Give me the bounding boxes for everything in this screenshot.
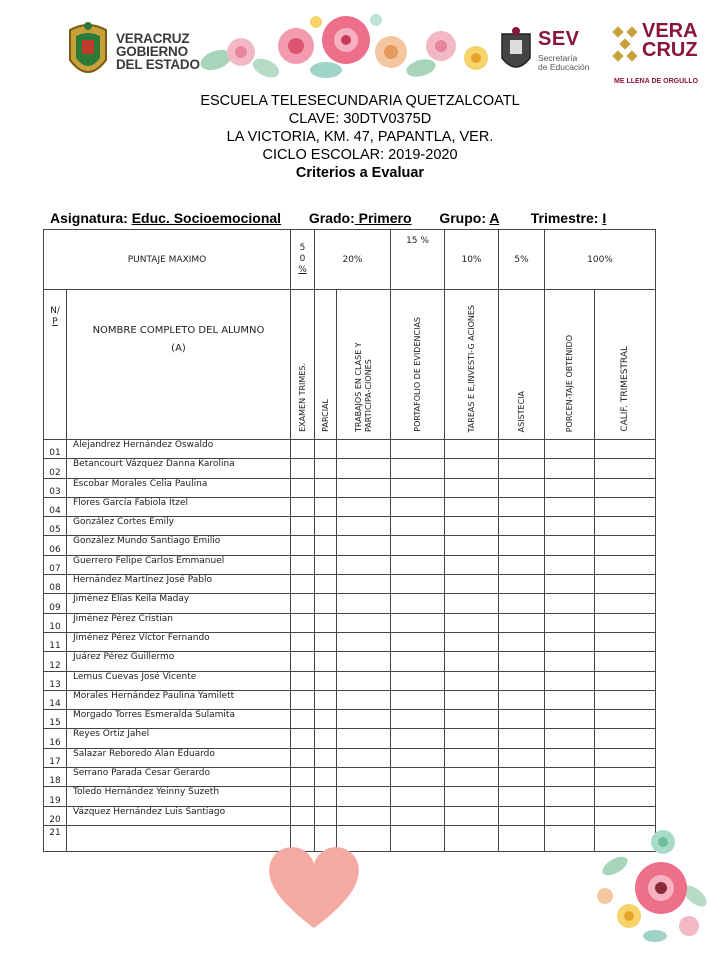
grade-cell[interactable] <box>545 497 595 516</box>
table-row <box>44 806 656 825</box>
grade-cell[interactable] <box>445 459 499 478</box>
grade-cell[interactable] <box>545 594 595 613</box>
grade-cell[interactable] <box>291 729 315 748</box>
sev-subtitle-2: de Educación <box>538 62 590 72</box>
student-name: González Cortes Emily <box>67 517 291 536</box>
table-row <box>44 729 656 748</box>
grade-cell[interactable] <box>445 575 499 594</box>
grade-cell[interactable] <box>499 825 545 851</box>
grade-cell[interactable] <box>315 652 337 671</box>
grade-cell[interactable] <box>391 729 445 748</box>
grade-cell[interactable] <box>545 729 595 748</box>
grade-cell[interactable] <box>499 594 545 613</box>
col-examen-trimes: EXAMEN TRIMES. <box>291 290 315 440</box>
grade-cell[interactable] <box>291 768 315 787</box>
grade-cell[interactable] <box>391 710 445 729</box>
grade-cell[interactable] <box>337 613 391 632</box>
grade-cell[interactable] <box>391 652 445 671</box>
table-row <box>44 555 656 574</box>
grade-cell[interactable] <box>445 613 499 632</box>
grade-cell[interactable] <box>595 729 656 748</box>
document-title: Criterios a Evaluar <box>295 165 425 181</box>
student-name: Jiménez Pérez Víctor Fernando <box>67 632 291 651</box>
grupo-value: A <box>489 210 499 226</box>
sev-title: SEV <box>538 28 580 50</box>
grade-cell[interactable] <box>445 497 499 516</box>
grade-cell[interactable] <box>499 613 545 632</box>
student-name-header: NOMBRE COMPLETO DEL ALUMNO (A) <box>67 290 291 440</box>
col-portafolio: PORTAFOLIO DE EVIDENCIAS <box>391 290 445 440</box>
grade-cell[interactable] <box>291 478 315 497</box>
school-name: ESCUELA TELESECUNDARIA QUETZALCOATL <box>200 93 520 109</box>
student-name: Jiménez Elías Keila Maday <box>67 594 291 613</box>
grade-cell[interactable] <box>545 575 595 594</box>
grade-cell[interactable] <box>391 632 445 651</box>
table-row <box>44 575 656 594</box>
grade-cell[interactable] <box>595 536 656 555</box>
sev-subtitle-1: Secretaría <box>538 53 578 63</box>
student-name: Morgado Torres Esmeralda Sulamita <box>67 710 291 729</box>
row-number: 09 <box>44 594 67 613</box>
row-number: 18 <box>44 768 67 787</box>
grade-cell[interactable] <box>545 459 595 478</box>
grade-cell[interactable] <box>445 710 499 729</box>
table-row <box>44 632 656 651</box>
col-asistencia: ASISTECIA <box>499 290 545 440</box>
grade-cell[interactable] <box>391 748 445 767</box>
grade-cell[interactable] <box>499 748 545 767</box>
table-row <box>44 671 656 690</box>
veracruz-logo-line-3: DEL ESTADO <box>116 57 200 72</box>
student-name: Alejandrez Hernández Oswaldo <box>67 440 291 459</box>
grade-cell[interactable] <box>595 497 656 516</box>
percent-15: 15 % <box>391 230 445 290</box>
grade-cell[interactable] <box>391 671 445 690</box>
sev-shield-icon <box>498 26 534 78</box>
grade-cell[interactable] <box>315 555 337 574</box>
grade-cell[interactable] <box>315 632 337 651</box>
coat-of-arms-icon <box>66 20 110 84</box>
grade-cell[interactable] <box>315 710 337 729</box>
student-name: Serrano Parada Cesar Gerardo <box>67 768 291 787</box>
document-header <box>0 92 720 182</box>
veracruz-pattern-icon <box>612 26 640 70</box>
grade-cell[interactable] <box>291 517 315 536</box>
trimestre-value: I <box>602 210 607 226</box>
grade-cell[interactable] <box>499 517 545 536</box>
grade-cell[interactable] <box>499 555 545 574</box>
grade-cell[interactable] <box>545 787 595 806</box>
row-number: 21 <box>44 825 67 851</box>
grade-cell[interactable] <box>315 536 337 555</box>
grade-cell[interactable] <box>445 652 499 671</box>
table-row <box>44 536 656 555</box>
grade-cell[interactable] <box>545 690 595 709</box>
school-cycle: CICLO ESCOLAR: 2019-2020 <box>262 147 458 163</box>
grade-cell[interactable] <box>291 690 315 709</box>
grade-cell[interactable] <box>337 632 391 651</box>
grade-cell[interactable] <box>499 478 545 497</box>
grade-cell[interactable] <box>499 729 545 748</box>
grade-cell[interactable] <box>337 497 391 516</box>
grade-cell[interactable] <box>291 555 315 574</box>
grade-cell[interactable] <box>391 497 445 516</box>
grade-cell[interactable] <box>315 440 337 459</box>
grade-cell[interactable] <box>499 536 545 555</box>
col-porcentaje: PORCEN-TAJE OBTENIDO <box>545 290 595 440</box>
asignatura-label: Asignatura: <box>50 210 128 226</box>
row-number: 07 <box>44 555 67 574</box>
grade-cell[interactable] <box>445 594 499 613</box>
grade-cell[interactable] <box>445 825 499 851</box>
grade-cell[interactable] <box>291 632 315 651</box>
grade-cell[interactable] <box>445 536 499 555</box>
grade-cell[interactable] <box>499 459 545 478</box>
heart-decoration <box>266 840 362 932</box>
grade-cell[interactable] <box>337 768 391 787</box>
table-row <box>44 768 656 787</box>
row-number: 03 <box>44 478 67 497</box>
grade-cell[interactable] <box>315 613 337 632</box>
veracruz-brand-line-2: CRUZ <box>642 39 698 61</box>
grade-cell[interactable] <box>315 729 337 748</box>
grade-cell[interactable] <box>291 652 315 671</box>
grade-cell[interactable] <box>315 768 337 787</box>
grade-cell[interactable] <box>445 440 499 459</box>
grade-cell[interactable] <box>391 690 445 709</box>
table-row <box>44 613 656 632</box>
percent-5: 5% <box>499 230 545 290</box>
grade-cell[interactable] <box>291 806 315 825</box>
grade-cell[interactable] <box>445 787 499 806</box>
row-number: 05 <box>44 517 67 536</box>
evaluation-table <box>43 229 656 852</box>
grade-cell[interactable] <box>595 555 656 574</box>
asignatura-value: Educ. Socioemocional <box>131 210 282 226</box>
grade-cell[interactable] <box>337 440 391 459</box>
grade-cell[interactable] <box>499 806 545 825</box>
veracruz-logo-line-2: GOBIERNO <box>116 44 188 59</box>
percent-50: 5 0 % <box>291 230 315 290</box>
grade-cell[interactable] <box>595 459 656 478</box>
student-name: Vázquez Hernández Luis Santiago <box>67 806 291 825</box>
grade-cell[interactable] <box>595 710 656 729</box>
student-name: Lemus Cuevas José Vicente <box>67 671 291 690</box>
student-name: Guerrero Felipe Carlos Emmanuel <box>67 555 291 574</box>
grade-cell[interactable] <box>391 459 445 478</box>
grade-cell[interactable] <box>291 536 315 555</box>
row-number: 15 <box>44 710 67 729</box>
veracruz-brand-line-1: VERA <box>642 20 698 42</box>
grade-cell[interactable] <box>499 690 545 709</box>
grade-cell[interactable] <box>391 440 445 459</box>
grade-cell[interactable] <box>595 440 656 459</box>
student-name: Salazar Reboredo Alan Eduardo <box>67 748 291 767</box>
grade-cell[interactable] <box>391 555 445 574</box>
row-number: 16 <box>44 729 67 748</box>
column-header-row <box>44 290 656 440</box>
grupo-label: Grupo: <box>439 210 486 226</box>
percent-10: 10% <box>445 230 499 290</box>
student-name: Morales Hernández Paulina Yamilett <box>67 690 291 709</box>
grade-cell[interactable] <box>391 806 445 825</box>
grade-cell[interactable] <box>595 671 656 690</box>
grade-cell[interactable] <box>545 613 595 632</box>
grade-cell[interactable] <box>595 748 656 767</box>
grade-cell[interactable] <box>445 729 499 748</box>
row-number: 13 <box>44 671 67 690</box>
grade-cell[interactable] <box>337 459 391 478</box>
student-name: Hernández Martínez José Pablo <box>67 575 291 594</box>
grade-cell[interactable] <box>315 575 337 594</box>
grade-cell[interactable] <box>337 690 391 709</box>
grade-cell[interactable] <box>315 806 337 825</box>
grade-cell[interactable] <box>337 710 391 729</box>
col-parcial: PARCIAL <box>315 290 337 440</box>
grade-cell[interactable] <box>499 671 545 690</box>
grade-cell[interactable] <box>545 806 595 825</box>
grade-cell[interactable] <box>545 632 595 651</box>
table-row <box>44 497 656 516</box>
sev-logo <box>498 22 608 88</box>
grade-cell[interactable] <box>595 768 656 787</box>
row-number: 04 <box>44 497 67 516</box>
grade-cell[interactable] <box>391 825 445 851</box>
grade-cell[interactable] <box>315 748 337 767</box>
grade-cell[interactable] <box>337 806 391 825</box>
grade-cell[interactable] <box>499 710 545 729</box>
grade-cell[interactable] <box>391 613 445 632</box>
grade-cell[interactable] <box>391 536 445 555</box>
row-number: 01 <box>44 440 67 459</box>
grade-cell[interactable] <box>291 671 315 690</box>
grade-cell[interactable] <box>499 768 545 787</box>
grade-cell[interactable] <box>595 575 656 594</box>
grade-cell[interactable] <box>595 478 656 497</box>
grade-cell[interactable] <box>499 787 545 806</box>
grade-cell[interactable] <box>337 652 391 671</box>
grade-cell[interactable] <box>445 478 499 497</box>
grado-value: Primero <box>354 210 412 226</box>
grade-cell[interactable] <box>595 613 656 632</box>
trimestre-label: Trimestre: <box>530 210 599 226</box>
student-name: Escobar Morales Celia Paulina <box>67 478 291 497</box>
grade-cell[interactable] <box>337 729 391 748</box>
grade-cell[interactable] <box>445 632 499 651</box>
puntaje-maximo-label: PUNTAJE MAXIMO <box>44 230 291 290</box>
grade-cell[interactable] <box>315 478 337 497</box>
grade-cell[interactable] <box>337 594 391 613</box>
grade-cell[interactable] <box>391 594 445 613</box>
col-calificacion: CALIF. TRIMESTRAL <box>595 290 656 440</box>
grade-cell[interactable] <box>445 671 499 690</box>
grade-cell[interactable] <box>595 594 656 613</box>
grade-cell[interactable] <box>595 787 656 806</box>
grade-cell[interactable] <box>291 594 315 613</box>
grade-cell[interactable] <box>315 690 337 709</box>
row-number: 08 <box>44 575 67 594</box>
subject-line <box>50 210 606 226</box>
grade-cell[interactable] <box>337 787 391 806</box>
grade-cell[interactable] <box>445 806 499 825</box>
grade-cell[interactable] <box>391 517 445 536</box>
row-number: 06 <box>44 536 67 555</box>
student-name: González Mundo Santiago Emilio <box>67 536 291 555</box>
grade-cell[interactable] <box>545 671 595 690</box>
row-number: 11 <box>44 632 67 651</box>
grade-cell[interactable] <box>545 517 595 536</box>
grade-cell[interactable] <box>545 555 595 574</box>
grade-cell[interactable] <box>499 652 545 671</box>
grade-cell[interactable] <box>545 440 595 459</box>
grado-label: Grado: <box>308 210 355 226</box>
grade-cell[interactable] <box>499 497 545 516</box>
student-name: Flores García Fabiola Itzel <box>67 497 291 516</box>
grade-cell[interactable] <box>499 440 545 459</box>
grade-cell[interactable] <box>291 787 315 806</box>
grade-cell[interactable] <box>391 478 445 497</box>
percent-header-row <box>44 230 656 290</box>
grade-cell[interactable] <box>545 478 595 497</box>
grade-cell[interactable] <box>315 517 337 536</box>
grade-cell[interactable] <box>595 632 656 651</box>
row-number: 20 <box>44 806 67 825</box>
table-row <box>44 478 656 497</box>
grade-cell[interactable] <box>291 440 315 459</box>
grade-cell[interactable] <box>291 497 315 516</box>
grade-cell[interactable] <box>545 536 595 555</box>
student-name <box>67 825 291 851</box>
grade-cell[interactable] <box>291 710 315 729</box>
grade-cell[interactable] <box>595 517 656 536</box>
row-number: 12 <box>44 652 67 671</box>
table-row <box>44 748 656 767</box>
table-row <box>44 440 656 459</box>
school-clave: CLAVE: 30DTV0375D <box>288 111 432 127</box>
grade-cell[interactable] <box>291 575 315 594</box>
grade-cell[interactable] <box>445 768 499 787</box>
grade-cell[interactable] <box>337 575 391 594</box>
table-row <box>44 517 656 536</box>
grade-cell[interactable] <box>595 806 656 825</box>
flower-corner-decoration <box>585 826 715 954</box>
grade-cell[interactable] <box>291 459 315 478</box>
grade-cell[interactable] <box>545 748 595 767</box>
row-number: 17 <box>44 748 67 767</box>
student-name: Juárez Pérez Guillermo <box>67 652 291 671</box>
grade-cell[interactable] <box>337 517 391 536</box>
veracruz-brand-logo <box>612 22 712 92</box>
row-number: 19 <box>44 787 67 806</box>
table-row <box>44 459 656 478</box>
grade-cell[interactable] <box>337 555 391 574</box>
grade-cell[interactable] <box>545 710 595 729</box>
grade-cell[interactable] <box>291 613 315 632</box>
student-name: Reyes Ortiz Jahel <box>67 729 291 748</box>
veracruz-logo-line-1: VERACRUZ <box>116 31 190 46</box>
table-row <box>44 690 656 709</box>
row-number: 02 <box>44 459 67 478</box>
row-number: 14 <box>44 690 67 709</box>
student-name: Jiménez Pérez Cristian <box>67 613 291 632</box>
table-row <box>44 652 656 671</box>
grade-cell[interactable] <box>595 690 656 709</box>
grade-cell[interactable] <box>337 748 391 767</box>
table-row <box>44 787 656 806</box>
table-row <box>44 594 656 613</box>
grade-cell[interactable] <box>315 459 337 478</box>
grade-cell[interactable] <box>315 497 337 516</box>
table-row <box>44 710 656 729</box>
grade-cell[interactable] <box>499 632 545 651</box>
grade-cell[interactable] <box>315 594 337 613</box>
np-header: N/ P <box>44 290 67 440</box>
grade-cell[interactable] <box>445 690 499 709</box>
grade-cell[interactable] <box>315 787 337 806</box>
veracruz-brand-tagline: ME LLENA DE ORGULLO <box>614 78 699 85</box>
percent-20: 20% <box>315 230 391 290</box>
grade-cell[interactable] <box>499 575 545 594</box>
col-tareas: TAREAS E E,INVESTI-G ACIONES <box>445 290 499 440</box>
grade-cell[interactable] <box>595 652 656 671</box>
grade-cell[interactable] <box>545 652 595 671</box>
flower-garland-decoration <box>196 10 492 88</box>
col-trabajos-clase: TRABAJOS EN CLASE Y PARTICIPA-CIONES <box>337 290 391 440</box>
grade-cell[interactable] <box>391 787 445 806</box>
percent-100: 100% <box>545 230 656 290</box>
grade-cell[interactable] <box>391 768 445 787</box>
grade-cell[interactable] <box>337 478 391 497</box>
student-name: Betancourt Vázquez Danna Karolina <box>67 459 291 478</box>
grade-cell[interactable] <box>291 748 315 767</box>
school-location: LA VICTORIA, KM. 47, PAPANTLA, VER. <box>226 129 494 145</box>
student-name: Toledo Hernández Yeinny Suzeth <box>67 787 291 806</box>
grade-cell[interactable] <box>445 748 499 767</box>
grade-cell[interactable] <box>391 575 445 594</box>
grade-cell[interactable] <box>545 768 595 787</box>
grade-cell[interactable] <box>445 517 499 536</box>
grade-cell[interactable] <box>315 671 337 690</box>
grade-cell[interactable] <box>337 671 391 690</box>
grade-cell[interactable] <box>445 555 499 574</box>
row-number: 10 <box>44 613 67 632</box>
grade-cell[interactable] <box>337 536 391 555</box>
